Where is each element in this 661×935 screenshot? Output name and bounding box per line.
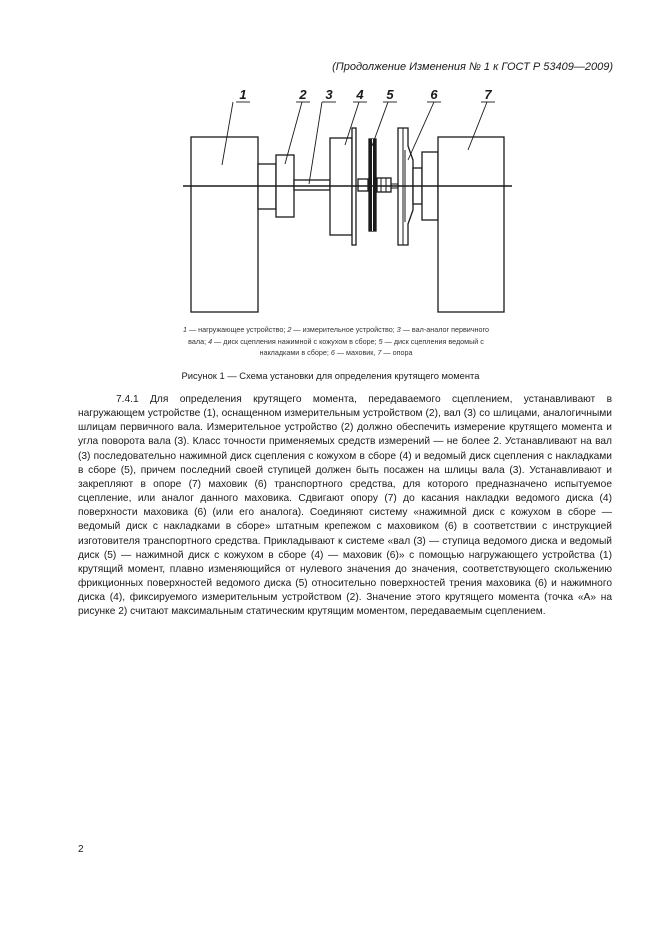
label-2: 2 xyxy=(299,87,307,102)
legend-text-6: — маховик, xyxy=(334,348,378,357)
legend-text-3: — вал-аналог первичного вала; xyxy=(188,325,489,346)
leader-5 xyxy=(372,102,388,146)
label-5: 5 xyxy=(386,87,394,102)
page-number: 2 xyxy=(78,844,84,855)
legend-text-2: — измерительное устройство; xyxy=(291,325,397,334)
label-3: 3 xyxy=(325,87,333,102)
shaft xyxy=(294,180,330,190)
leader-3 xyxy=(309,102,322,184)
clutch-test-setup-diagram xyxy=(0,0,661,320)
figure-caption: Рисунок 1 — Схема установки для определения крутящего момента xyxy=(181,370,480,381)
legend-num-5: 5 xyxy=(378,336,383,346)
running-header: (Продолжение Изменения № 1 к ГОСТ Р 53409—2009) xyxy=(332,61,613,73)
legend-num-2: 2 xyxy=(287,325,292,334)
loading-device-block xyxy=(191,137,258,312)
legend-num-1: 1 xyxy=(182,325,187,334)
legend-text-1: — нагружающее устройство; xyxy=(186,325,288,334)
legend-num-3: 3 xyxy=(396,325,401,334)
label-1: 1 xyxy=(239,87,247,102)
legend-num-7: 7 xyxy=(377,348,382,357)
label-4: 4 xyxy=(356,87,364,102)
driven-disc-hub xyxy=(358,179,368,191)
leader-6 xyxy=(408,102,434,160)
support-block xyxy=(438,137,504,312)
label-7: 7 xyxy=(484,87,492,102)
figure-legend xyxy=(176,324,496,359)
paragraph-7-4-1: 7.4.1 Для определения крутящего момента, передаваемого сцеплением, устанавливают в нагружающем устройстве (1), оснащенном измерительным устройством (2), вал (3) со шлицами, аналогичными шлицам первичного вала. Измерительное устройство (2) должно обеспечить измерение крутящего момента и угла поворота вала (3). Класс точности применяемых средств измерений — не более 2. Устанавливают на вал (3) последовательно нажимной диск сцепления с кожухом в сборе (4) и ведомый диск сцепления с накладками в сборе (5), причем последний своей ступицей должен быть посажен на шлицы вала (3). Устанавливают и закрепляют в опоре (7) маховик (6) транспортного средства, для которого предназначено испытуемое сцепление, или аналог данного маховика. Сдвигают опору (7) до касания накладки ведомого диска (4) поверхности маховика (6) (или его аналога). Соединяют систему «нажимной диск с кожухом в сборе — ведомый диск с накладками в сборе» штатным крепежом с маховиком (6) в соответствии с инструкцией изготовителя транспортного средства. Прикладывают к системе «вал (3) — ступица ведомого диска и ведомый диск (5) — нажимной диск с кожухом в сборе (4) — маховик (6)» с помощью нагружающего устройства (1) крутящий момент, плавно изменяющийся от нулевого значения до значения, соответствующего скольжению фрикционных поверхностей ведомого диска (5) относительно поверхностей трения маховика (6) и нажимного диска (4), фиксируемого измерительным устройством (2). Значение этого крутящего момента (точка «А» на рисунке 2) считают максимальным статическим крутящим моментом, передаваемым сцеплением. xyxy=(78,394,612,618)
legend-text-4: — диск сцепления нажимной с кожухом в сборе; xyxy=(212,336,379,346)
legend-text-5: — диск сцепления ведомый с накладками в сборе; xyxy=(259,336,484,357)
legend-num-4: 4 xyxy=(208,336,213,346)
legend-num-6: 6 xyxy=(330,348,335,357)
legend-text-7: — опора xyxy=(381,348,413,357)
body-text xyxy=(78,393,612,620)
label-6: 6 xyxy=(430,87,438,102)
driven-disc-nut xyxy=(377,178,391,192)
